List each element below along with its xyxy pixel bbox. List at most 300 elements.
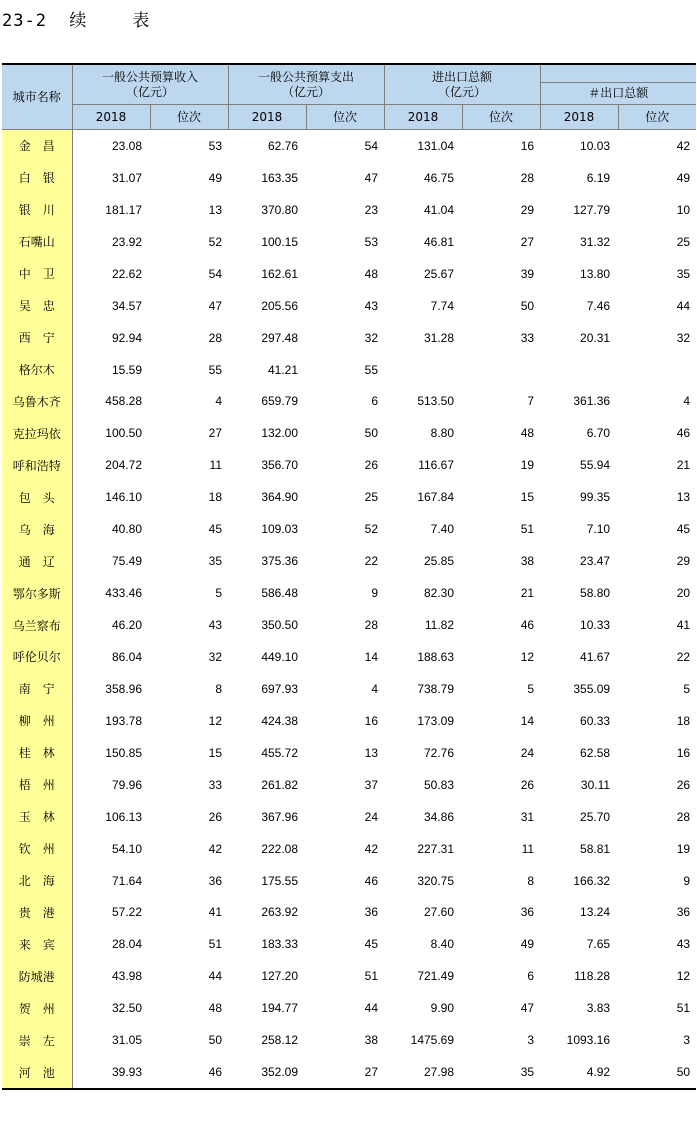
export-rank-cell: 16 xyxy=(676,745,691,760)
revenue-header xyxy=(72,64,228,105)
trade-total-rank-cell: 24 xyxy=(520,745,535,760)
trade-total-value-cell: 46.81 xyxy=(424,234,455,249)
export-rank-cell: 25 xyxy=(676,234,691,249)
expenditure-rank-cell: 47 xyxy=(364,170,379,185)
export-rank-cell: 22 xyxy=(676,649,691,664)
expenditure-value-cell: 659.79 xyxy=(261,394,299,409)
year-header: 2018 xyxy=(72,105,150,130)
trade-total-value-cell: 1475.69 xyxy=(410,1033,455,1048)
export-rank-cell: 4 xyxy=(683,394,691,409)
expenditure-rank-cell: 14 xyxy=(364,649,379,664)
export-value-cell: 60.33 xyxy=(580,713,611,728)
city-name-cell: 中 卫 xyxy=(2,258,72,290)
city-name-cell: 桂 林 xyxy=(2,737,72,769)
city-name-cell: 通 辽 xyxy=(2,545,72,577)
export-value-cell: 4.92 xyxy=(586,1065,611,1080)
revenue-rank-cell: 51 xyxy=(208,937,223,952)
city-name-cell: 河 池 xyxy=(2,1056,72,1089)
export-rank-cell: 36 xyxy=(676,905,691,920)
export-value-cell: 7.10 xyxy=(586,522,611,537)
rank-header: 位次 xyxy=(462,105,540,130)
table-body xyxy=(2,130,696,1090)
table-row xyxy=(2,609,696,641)
export-value-cell: 166.32 xyxy=(573,873,611,888)
trade-total-value-cell: 116.67 xyxy=(418,458,455,473)
export-rank-cell: 9 xyxy=(683,873,691,888)
expenditure-value-cell: 109.03 xyxy=(261,522,299,537)
revenue-value-cell: 15.59 xyxy=(111,362,142,377)
trade-total-rank-cell: 27 xyxy=(520,234,535,249)
table-row xyxy=(2,194,696,226)
revenue-header-line2: （亿元） xyxy=(126,84,175,99)
revenue-rank-cell: 11 xyxy=(209,458,223,473)
revenue-rank-cell: 15 xyxy=(208,745,223,760)
export-value-cell: 6.70 xyxy=(586,426,611,441)
table-row xyxy=(2,481,696,513)
trade-total-rank-cell: 8 xyxy=(527,873,535,888)
city-name-cell: 金 昌 xyxy=(2,130,72,162)
expenditure-value-cell: 370.80 xyxy=(261,202,299,217)
export-rank-cell: 50 xyxy=(676,1065,691,1080)
trade-total-value-cell: 27.60 xyxy=(424,905,455,920)
trade-total-value-cell: 173.09 xyxy=(417,713,455,728)
table-row xyxy=(2,130,696,162)
year-header: 2018 xyxy=(384,105,462,130)
revenue-rank-cell: 53 xyxy=(208,138,223,153)
table-row xyxy=(2,992,696,1024)
expenditure-value-cell: 175.55 xyxy=(261,873,299,888)
revenue-rank-cell: 28 xyxy=(208,330,223,345)
city-name-cell: 呼和浩特 xyxy=(2,449,72,481)
export-rank-cell: 28 xyxy=(676,809,691,824)
trade-total-value-cell: 167.84 xyxy=(417,490,455,505)
trade-total-rank-cell: 14 xyxy=(520,713,535,728)
expenditure-value-cell: 100.15 xyxy=(261,234,299,249)
revenue-rank-cell: 46 xyxy=(208,1065,223,1080)
city-name-cell: 鄂尔多斯 xyxy=(2,577,72,609)
trade-total-rank-cell: 16 xyxy=(520,138,535,153)
expenditure-rank-cell: 6 xyxy=(371,394,379,409)
export-value-cell: 13.80 xyxy=(580,266,611,281)
export-rank-cell: 19 xyxy=(676,841,691,856)
export-value-cell: 361.36 xyxy=(573,394,611,409)
city-name-cell: 防城港 xyxy=(2,960,72,992)
trade-total-rank-cell: 48 xyxy=(520,426,535,441)
trade-total-rank-cell: 12 xyxy=(520,649,535,664)
trade-total-rank-cell: 49 xyxy=(520,937,535,952)
table-row xyxy=(2,577,696,609)
expenditure-rank-cell: 24 xyxy=(364,809,379,824)
revenue-value-cell: 28.04 xyxy=(111,937,142,952)
export-value-cell: 20.31 xyxy=(580,330,611,345)
expenditure-rank-cell: 32 xyxy=(364,330,379,345)
rank-header: 位次 xyxy=(150,105,228,130)
revenue-rank-cell: 12 xyxy=(208,713,223,728)
expenditure-value-cell: 364.90 xyxy=(261,490,299,505)
export-rank-cell: 32 xyxy=(676,330,691,345)
trade-total-rank-cell: 50 xyxy=(520,298,535,313)
export-rank-cell: 18 xyxy=(676,713,691,728)
revenue-value-cell: 193.78 xyxy=(105,713,142,728)
revenue-value-cell: 23.08 xyxy=(111,138,142,153)
revenue-header-line1: 一般公共预算收入 xyxy=(102,69,199,84)
export-value-cell: 7.46 xyxy=(586,298,611,313)
export-value-cell: 10.03 xyxy=(580,138,611,153)
trade-total-value-cell: 7.40 xyxy=(430,522,455,537)
revenue-value-cell: 71.64 xyxy=(111,873,142,888)
page-title: 23-2 续 表 xyxy=(2,11,151,31)
revenue-rank-cell: 54 xyxy=(208,266,223,281)
trade-total-rank-cell: 38 xyxy=(520,554,535,569)
table-row xyxy=(2,673,696,705)
expenditure-rank-cell: 44 xyxy=(364,1001,379,1016)
revenue-value-cell: 181.17 xyxy=(105,202,142,217)
city-name-cell: 钦 州 xyxy=(2,833,72,865)
revenue-value-cell: 32.50 xyxy=(111,1001,142,1016)
trade-total-value-cell: 8.40 xyxy=(430,937,455,952)
trade-total-rank-cell: 29 xyxy=(520,202,535,217)
trade-total-value-cell: 320.75 xyxy=(417,873,455,888)
export-value-cell: 25.70 xyxy=(580,809,611,824)
export-value-cell: 13.24 xyxy=(580,905,611,920)
export-value-cell: 55.94 xyxy=(580,458,611,473)
table-row xyxy=(2,322,696,354)
expenditure-rank-cell: 22 xyxy=(364,554,379,569)
revenue-rank-cell: 33 xyxy=(208,777,223,792)
export-rank-cell: 13 xyxy=(676,490,691,505)
trade-total-rank-cell: 21 xyxy=(520,586,535,601)
trade-total-value-cell: 25.67 xyxy=(424,266,455,281)
expenditure-value-cell: 205.56 xyxy=(261,298,299,313)
table-row xyxy=(2,386,696,418)
trade-total-rank-cell: 39 xyxy=(520,266,535,281)
export-rank-cell: 43 xyxy=(676,937,691,952)
trade-total-rank-cell: 26 xyxy=(520,777,535,792)
revenue-value-cell: 79.96 xyxy=(111,777,142,792)
header-blank-cell xyxy=(540,64,696,83)
table-row xyxy=(2,737,696,769)
trade-total-rank-cell: 15 xyxy=(520,490,535,505)
year-header: 2018 xyxy=(540,105,618,130)
trade-total-header-line2: （亿元） xyxy=(438,84,487,99)
export-value-cell: 30.11 xyxy=(580,777,611,792)
trade-total-rank-cell: 33 xyxy=(520,330,535,345)
city-name-header: 城市名称 xyxy=(2,64,72,130)
export-value-cell: 118.28 xyxy=(574,969,611,984)
trade-total-value-cell: 25.85 xyxy=(424,554,455,569)
revenue-rank-cell: 35 xyxy=(208,554,223,569)
trade-total-value-cell: 50.83 xyxy=(424,777,455,792)
expenditure-value-cell: 350.50 xyxy=(261,618,299,633)
city-name-cell: 贺 州 xyxy=(2,992,72,1024)
revenue-rank-cell: 55 xyxy=(208,362,223,377)
trade-total-rank-cell xyxy=(462,354,540,386)
table-row xyxy=(2,641,696,673)
revenue-rank-cell: 43 xyxy=(208,618,223,633)
revenue-rank-cell: 26 xyxy=(208,809,223,824)
table-row xyxy=(2,162,696,194)
expenditure-rank-cell: 43 xyxy=(364,298,379,313)
export-value-cell: 23.47 xyxy=(580,554,611,569)
expenditure-rank-cell: 38 xyxy=(364,1033,379,1048)
revenue-rank-cell: 27 xyxy=(208,426,223,441)
revenue-value-cell: 150.85 xyxy=(105,745,142,760)
expenditure-value-cell: 222.08 xyxy=(261,841,299,856)
table-row xyxy=(2,417,696,449)
revenue-value-cell: 92.94 xyxy=(111,330,142,345)
export-total-header: ＃出口总额 xyxy=(540,83,696,105)
export-value-cell: 31.32 xyxy=(580,234,611,249)
trade-total-rank-cell: 3 xyxy=(527,1033,535,1048)
expenditure-rank-cell: 16 xyxy=(364,713,379,728)
trade-total-value-cell: 72.76 xyxy=(424,745,455,760)
expenditure-rank-cell: 45 xyxy=(364,937,379,952)
table-row xyxy=(2,290,696,322)
trade-total-rank-cell: 19 xyxy=(520,458,535,473)
expenditure-rank-cell: 9 xyxy=(371,586,379,601)
revenue-rank-cell: 50 xyxy=(208,1033,223,1048)
trade-total-value-cell: 738.79 xyxy=(417,681,455,696)
export-rank-cell: 29 xyxy=(676,554,691,569)
table-row xyxy=(2,226,696,258)
expenditure-rank-cell: 50 xyxy=(364,426,379,441)
export-value-cell: 3.83 xyxy=(586,1001,611,1016)
city-statistics-table xyxy=(2,63,696,1090)
expenditure-rank-cell: 51 xyxy=(364,969,379,984)
trade-total-rank-cell: 31 xyxy=(520,809,535,824)
revenue-rank-cell: 8 xyxy=(215,681,223,696)
export-rank-cell: 3 xyxy=(683,1033,691,1048)
export-value-cell: 62.58 xyxy=(580,745,611,760)
expenditure-rank-cell: 26 xyxy=(364,458,379,473)
expenditure-value-cell: 449.10 xyxy=(261,649,299,664)
table-row xyxy=(2,865,696,897)
trade-total-value-cell: 131.04 xyxy=(417,138,455,153)
trade-total-value-cell: 188.63 xyxy=(417,649,455,664)
table-row xyxy=(2,354,696,386)
table-row xyxy=(2,960,696,992)
export-rank-cell: 51 xyxy=(676,1001,691,1016)
expenditure-value-cell: 697.93 xyxy=(261,681,299,696)
expenditure-value-cell: 455.72 xyxy=(261,745,299,760)
table-row xyxy=(2,833,696,865)
rank-header: 位次 xyxy=(618,105,696,130)
export-value-cell: 99.35 xyxy=(580,490,611,505)
city-name-cell: 西 宁 xyxy=(2,322,72,354)
city-name-cell: 玉 林 xyxy=(2,801,72,833)
city-name-cell: 吴 忠 xyxy=(2,290,72,322)
export-rank-cell: 26 xyxy=(676,777,691,792)
export-value-cell: 58.81 xyxy=(580,841,611,856)
expenditure-value-cell: 258.12 xyxy=(261,1033,299,1048)
revenue-rank-cell: 42 xyxy=(208,841,223,856)
export-rank-cell: 46 xyxy=(676,426,691,441)
revenue-value-cell: 204.72 xyxy=(105,458,142,473)
expenditure-rank-cell: 48 xyxy=(364,266,379,281)
table-row xyxy=(2,897,696,929)
export-rank-cell xyxy=(618,354,696,386)
export-rank-cell: 10 xyxy=(676,202,691,217)
revenue-rank-cell: 32 xyxy=(208,649,223,664)
city-name-cell: 克拉玛依 xyxy=(2,417,72,449)
expenditure-value-cell: 163.35 xyxy=(261,170,299,185)
expenditure-rank-cell: 4 xyxy=(371,681,379,696)
export-value-cell: 58.80 xyxy=(580,586,611,601)
revenue-value-cell: 46.20 xyxy=(111,618,142,633)
revenue-rank-cell: 13 xyxy=(208,202,223,217)
table-row xyxy=(2,545,696,577)
year-header: 2018 xyxy=(228,105,306,130)
expenditure-header xyxy=(228,64,384,105)
expenditure-value-cell: 367.96 xyxy=(261,809,299,824)
export-rank-cell: 20 xyxy=(676,586,691,601)
city-name-cell: 北 海 xyxy=(2,865,72,897)
table-row xyxy=(2,769,696,801)
expenditure-rank-cell: 46 xyxy=(364,873,379,888)
subheader-row xyxy=(2,105,696,130)
trade-total-value-cell: 82.30 xyxy=(424,586,455,601)
expenditure-rank-cell: 55 xyxy=(364,362,379,377)
export-value-cell: 6.19 xyxy=(586,170,611,185)
export-rank-cell: 41 xyxy=(676,618,691,633)
table-header xyxy=(2,64,696,130)
export-rank-cell: 21 xyxy=(676,458,691,473)
revenue-rank-cell: 4 xyxy=(215,394,223,409)
trade-total-rank-cell: 6 xyxy=(527,969,535,984)
revenue-rank-cell: 41 xyxy=(208,905,223,920)
expenditure-rank-cell: 54 xyxy=(364,138,379,153)
city-name-cell: 呼伦贝尔 xyxy=(2,641,72,673)
revenue-value-cell: 54.10 xyxy=(111,841,142,856)
city-name-cell: 白 银 xyxy=(2,162,72,194)
revenue-rank-cell: 44 xyxy=(208,969,223,984)
expenditure-value-cell: 263.92 xyxy=(261,905,299,920)
revenue-value-cell: 43.98 xyxy=(111,969,142,984)
revenue-value-cell: 57.22 xyxy=(111,905,142,920)
revenue-rank-cell: 18 xyxy=(208,490,223,505)
trade-total-value-cell: 7.74 xyxy=(430,298,455,313)
table-row xyxy=(2,513,696,545)
trade-total-value-cell: 31.28 xyxy=(424,330,455,345)
expenditure-value-cell: 194.77 xyxy=(261,1001,299,1016)
table-row xyxy=(2,1056,696,1089)
revenue-rank-cell: 52 xyxy=(208,234,223,249)
trade-total-value-cell: 27.98 xyxy=(424,1065,455,1080)
table-row xyxy=(2,1024,696,1056)
export-value-cell xyxy=(540,354,618,386)
revenue-value-cell: 106.13 xyxy=(105,809,142,824)
city-name-cell: 来 宾 xyxy=(2,928,72,960)
export-value-cell: 10.33 xyxy=(580,618,611,633)
trade-total-value-cell: 46.75 xyxy=(424,170,455,185)
expenditure-rank-cell: 23 xyxy=(364,202,379,217)
trade-total-rank-cell: 46 xyxy=(520,618,535,633)
trade-total-value-cell: 8.80 xyxy=(430,426,455,441)
revenue-value-cell: 86.04 xyxy=(111,649,142,664)
trade-total-value-cell: 721.49 xyxy=(417,969,455,984)
expenditure-value-cell: 356.70 xyxy=(261,458,299,473)
expenditure-rank-cell: 52 xyxy=(364,522,379,537)
expenditure-value-cell: 297.48 xyxy=(261,330,299,345)
expenditure-rank-cell: 37 xyxy=(364,777,379,792)
export-value-cell: 41.67 xyxy=(580,649,611,664)
expenditure-rank-cell: 53 xyxy=(364,234,379,249)
expenditure-value-cell: 261.82 xyxy=(261,777,299,792)
city-name-cell: 格尔木 xyxy=(2,354,72,386)
table-row xyxy=(2,449,696,481)
export-rank-cell: 5 xyxy=(683,681,691,696)
expenditure-rank-cell: 13 xyxy=(364,745,379,760)
expenditure-rank-cell: 25 xyxy=(364,490,379,505)
revenue-value-cell: 433.46 xyxy=(105,586,142,601)
city-name-cell: 乌 海 xyxy=(2,513,72,545)
export-value-cell: 7.65 xyxy=(586,937,611,952)
revenue-value-cell: 146.10 xyxy=(105,490,142,505)
expenditure-value-cell: 183.33 xyxy=(261,937,299,952)
export-rank-cell: 35 xyxy=(676,266,691,281)
expenditure-value-cell: 132.00 xyxy=(261,426,299,441)
revenue-value-cell: 358.96 xyxy=(105,681,142,696)
revenue-value-cell: 23.92 xyxy=(111,234,142,249)
revenue-value-cell: 40.80 xyxy=(111,522,142,537)
city-name-cell: 南 宁 xyxy=(2,673,72,705)
revenue-rank-cell: 47 xyxy=(208,298,223,313)
trade-total-value-cell xyxy=(384,354,462,386)
revenue-rank-cell: 36 xyxy=(208,873,223,888)
expenditure-rank-cell: 28 xyxy=(364,618,379,633)
city-name-cell: 柳 州 xyxy=(2,705,72,737)
trade-total-rank-cell: 11 xyxy=(521,841,535,856)
table-row xyxy=(2,801,696,833)
expenditure-rank-cell: 36 xyxy=(364,905,379,920)
trade-total-rank-cell: 35 xyxy=(520,1065,535,1080)
city-name-cell: 贵 港 xyxy=(2,897,72,929)
export-rank-cell: 45 xyxy=(676,522,691,537)
expenditure-header-line1: 一般公共预算支出 xyxy=(258,69,355,84)
revenue-rank-cell: 45 xyxy=(208,522,223,537)
expenditure-value-cell: 41.21 xyxy=(267,362,299,377)
trade-total-value-cell: 9.90 xyxy=(430,1001,455,1016)
city-name-cell: 银 川 xyxy=(2,194,72,226)
expenditure-rank-cell: 42 xyxy=(364,841,379,856)
expenditure-rank-cell: 27 xyxy=(364,1065,379,1080)
revenue-value-cell: 458.28 xyxy=(105,394,142,409)
trade-total-value-cell: 11.82 xyxy=(424,618,455,633)
city-name-cell: 石嘴山 xyxy=(2,226,72,258)
table-row xyxy=(2,258,696,290)
revenue-value-cell: 34.57 xyxy=(111,298,142,313)
trade-total-value-cell: 227.31 xyxy=(417,841,455,856)
rank-header: 位次 xyxy=(306,105,384,130)
revenue-value-cell: 75.49 xyxy=(111,554,142,569)
table-row xyxy=(2,705,696,737)
revenue-rank-cell: 5 xyxy=(215,586,223,601)
expenditure-header-line2: （亿元） xyxy=(282,84,331,99)
export-rank-cell: 44 xyxy=(676,298,691,313)
export-value-cell: 1093.16 xyxy=(566,1033,611,1048)
trade-total-rank-cell: 51 xyxy=(520,522,535,537)
trade-total-value-cell: 34.86 xyxy=(424,809,455,824)
expenditure-value-cell: 62.76 xyxy=(267,138,299,153)
revenue-value-cell: 22.62 xyxy=(111,266,142,281)
revenue-value-cell: 39.93 xyxy=(111,1065,142,1080)
export-rank-cell: 12 xyxy=(676,969,691,984)
expenditure-value-cell: 352.09 xyxy=(261,1065,299,1080)
expenditure-value-cell: 375.36 xyxy=(261,554,299,569)
expenditure-value-cell: 586.48 xyxy=(261,586,299,601)
city-name-cell: 梧 州 xyxy=(2,769,72,801)
export-value-cell: 127.79 xyxy=(573,202,611,217)
